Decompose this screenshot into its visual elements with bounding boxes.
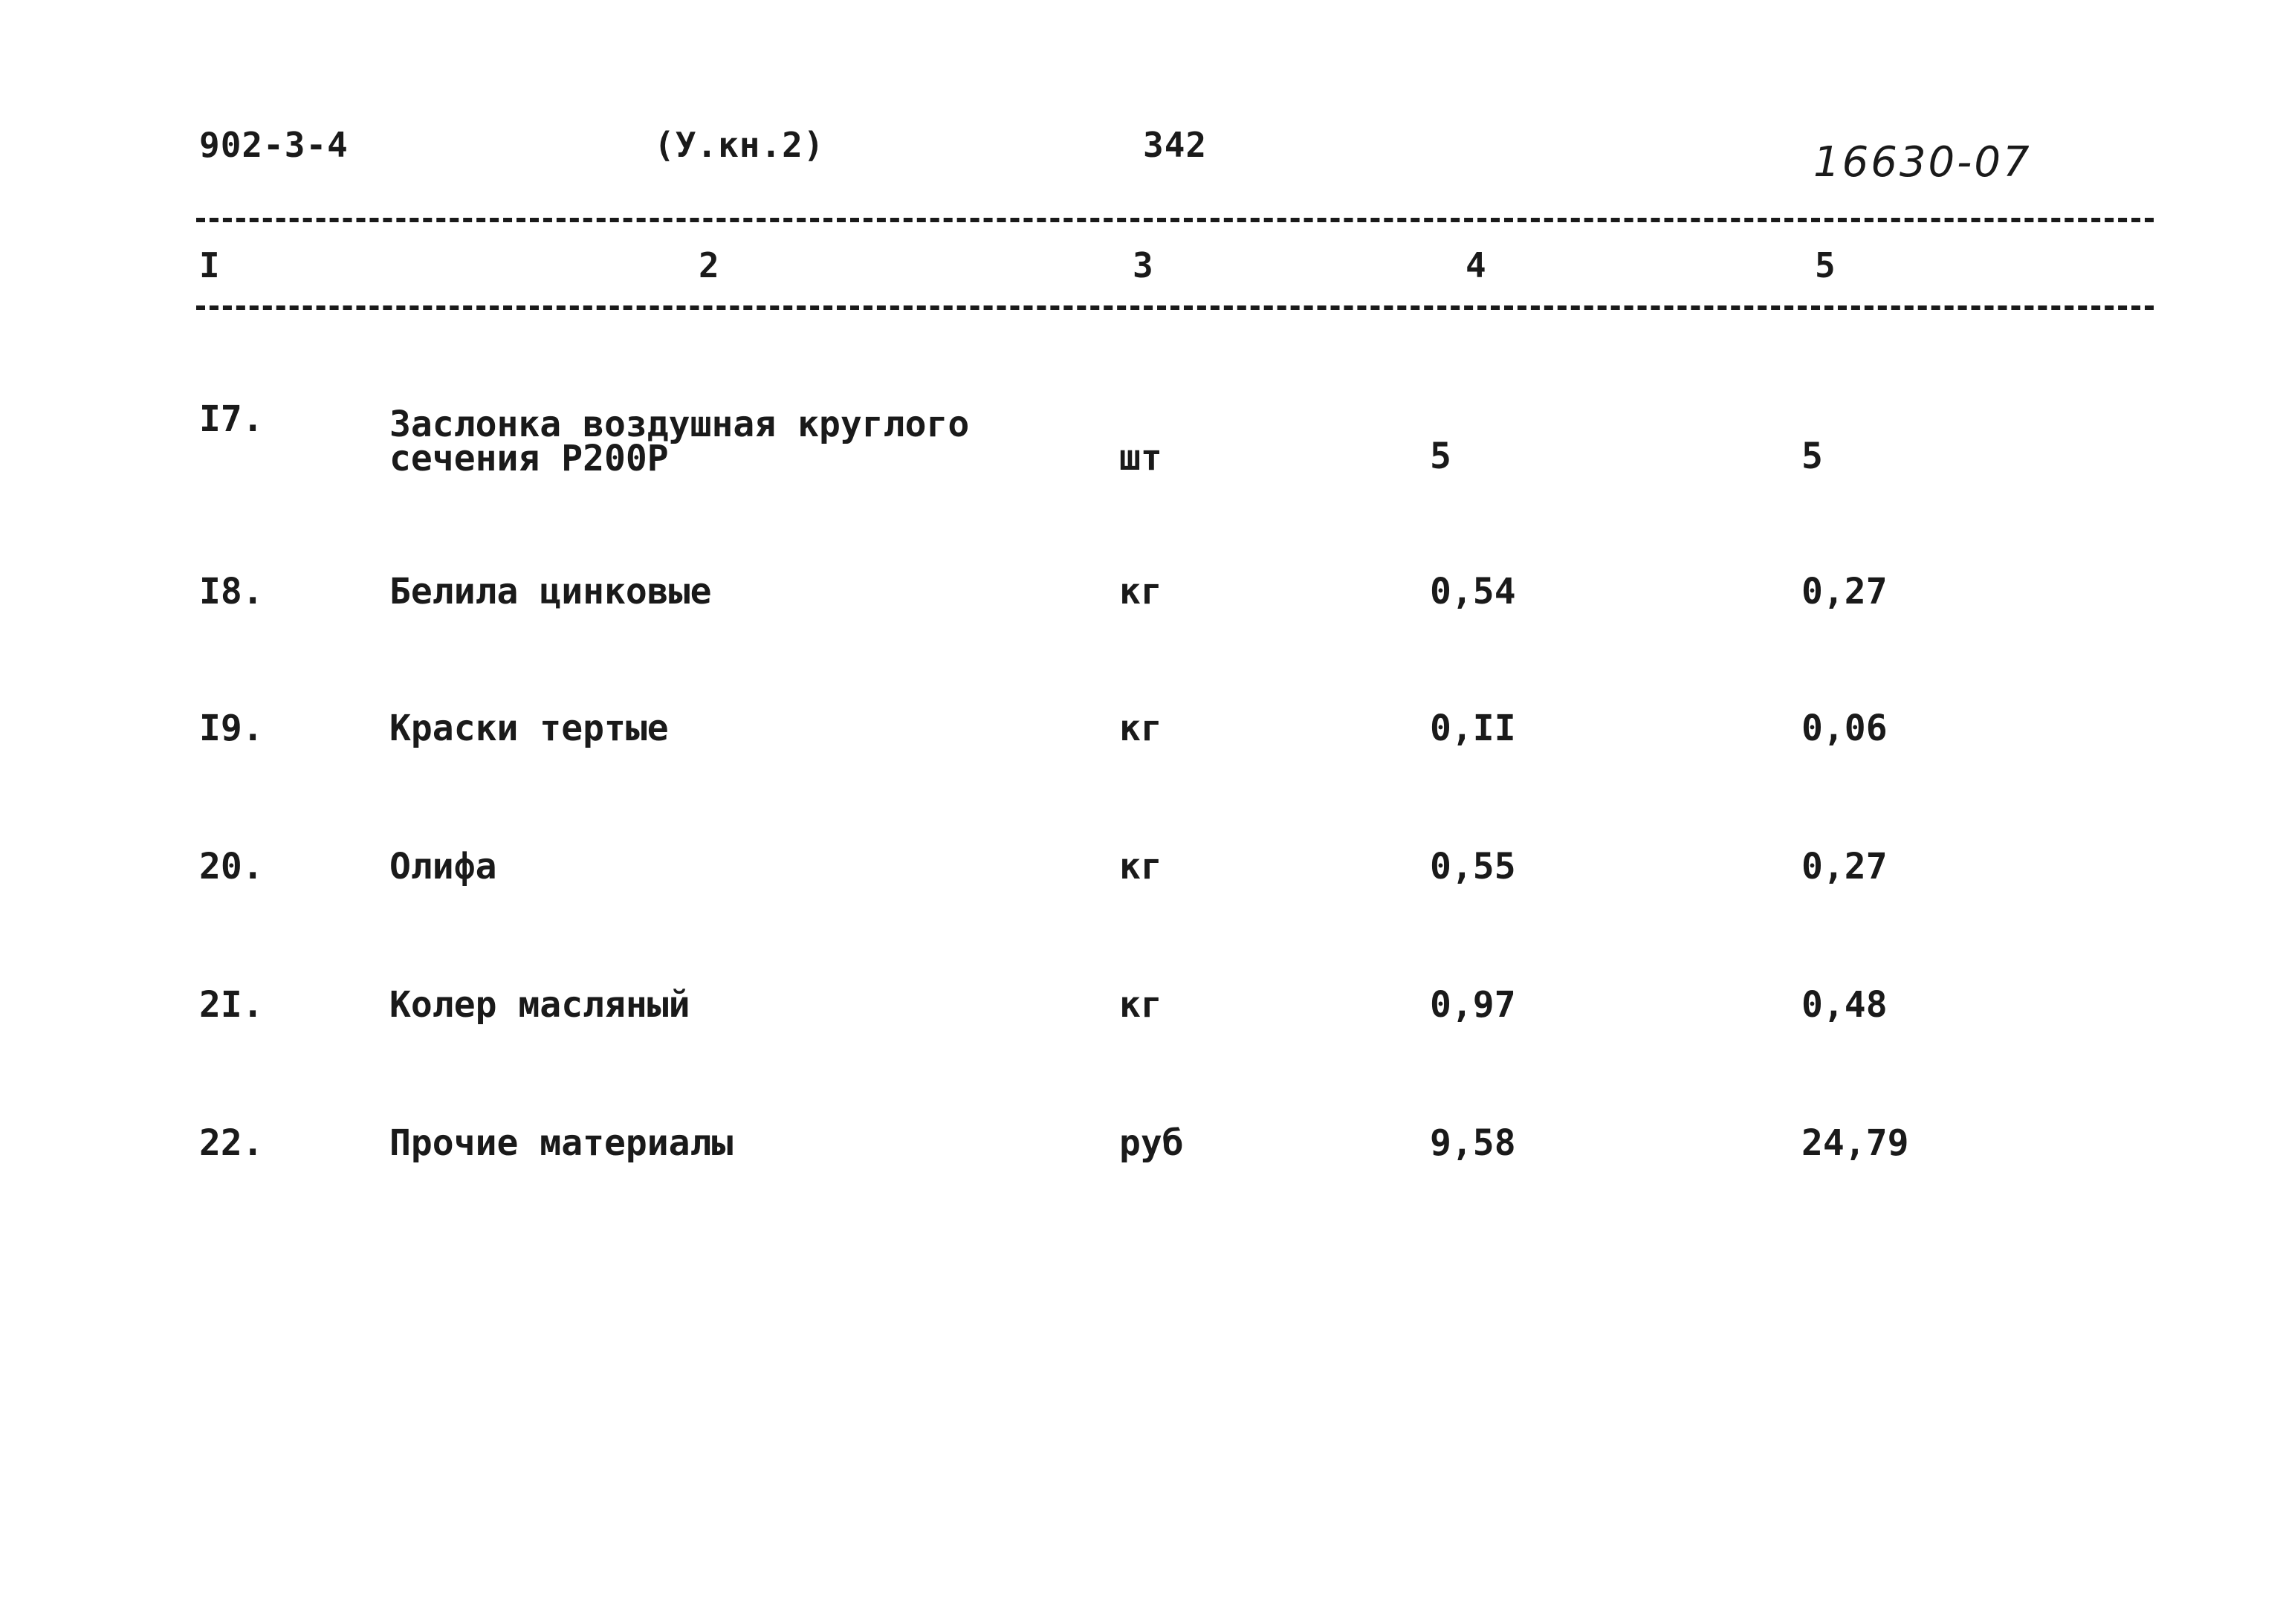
row-name-line-2: сечения Р200Р [389, 438, 669, 479]
row-index: I7. [199, 398, 264, 440]
volume-label: (У.кн.2) [654, 125, 825, 165]
project-code: 902-3-4 [199, 125, 349, 165]
row-quantity-5: 0,48 [1801, 984, 1888, 1026]
table-row [0, 846, 2283, 908]
column-number-1: I [199, 245, 220, 285]
table-row [0, 1122, 2283, 1185]
row-index: 2I. [199, 984, 264, 1026]
row-name: Олифа [389, 846, 497, 887]
row-unit: кг [1119, 708, 1162, 749]
column-number-3: 3 [1133, 245, 1153, 285]
row-index: 20. [199, 846, 264, 887]
row-unit: кг [1119, 571, 1162, 612]
row-unit: кг [1119, 846, 1162, 887]
row-index: I9. [199, 708, 264, 749]
page-number: 342 [1143, 125, 1208, 165]
document-number: 16630-07 [1813, 138, 2032, 187]
row-name: Белила цинковые [389, 571, 712, 612]
row-quantity-4: 0,54 [1430, 571, 1516, 612]
column-number-4: 4 [1466, 245, 1486, 285]
row-quantity-4: 0,55 [1430, 846, 1516, 887]
row-quantity-5: 0,27 [1801, 571, 1888, 612]
row-unit: руб [1119, 1122, 1184, 1164]
row-quantity-5: 0,27 [1801, 846, 1888, 887]
row-index: I8. [199, 571, 264, 612]
row-quantity-5: 5 [1801, 436, 1823, 477]
row-quantity-5: 0,06 [1801, 708, 1888, 749]
row-name-line-1: Заслонка воздушная круглого [389, 404, 970, 445]
table-row [0, 708, 2283, 770]
row-quantity-4: 0,II [1430, 708, 1516, 749]
row-index: 22. [199, 1122, 264, 1164]
row-quantity-5: 24,79 [1801, 1122, 1909, 1164]
row-unit: шт [1119, 437, 1162, 479]
column-number-2: 2 [699, 245, 719, 285]
row-unit: кг [1119, 984, 1162, 1026]
table-row [0, 398, 2283, 479]
row-quantity-4: 9,58 [1430, 1122, 1516, 1164]
table-row [0, 984, 2283, 1046]
row-quantity-4: 5 [1430, 436, 1451, 477]
row-name: Краски тертые [389, 708, 669, 749]
table-row [0, 571, 2283, 633]
column-number-5: 5 [1815, 245, 1836, 285]
row-name [389, 404, 970, 479]
row-quantity-4: 0,97 [1430, 984, 1516, 1026]
dashed-rule-bottom [196, 305, 2154, 310]
dashed-rule-top [196, 218, 2154, 222]
row-name: Колер масляный [389, 984, 690, 1026]
row-name: Прочие материалы [389, 1122, 734, 1164]
